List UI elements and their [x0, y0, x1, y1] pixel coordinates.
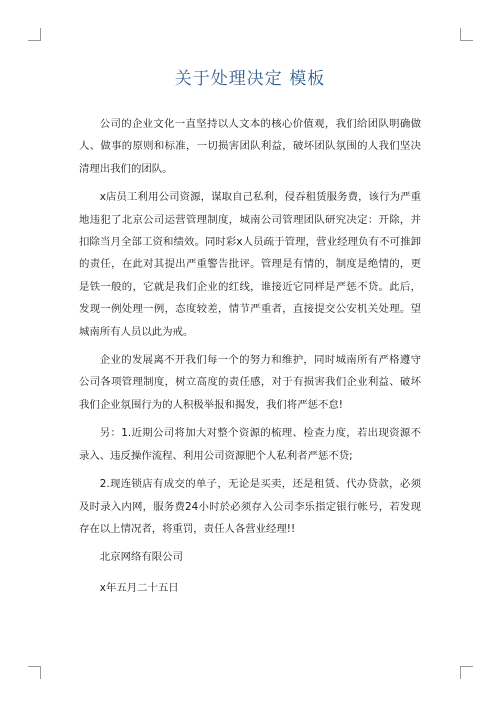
paragraph-culture: 公司的企业文化一直坚持以人文本的核心价值观，我们给团队明确做人、做事的原则和标准，一切损害团队利益，破坏团队氛围的人我们坚决清理出我们的团队。 — [79, 118, 421, 175]
paragraph-development: 企业的发展离不开我们每一个的努力和维护，同时城南所有严格遵守公司各项管理制度，树立高度的责任感，对于有损害我们企业利益、破坏我们企业氛围行为的人积极举报和揭发，我们将严惩不怠! — [79, 354, 421, 411]
signature-date: x年五月二十五日 — [99, 581, 179, 594]
document-title: 关于处理决定 模板 — [174, 69, 326, 89]
paragraph-decision: x店员工利用公司资源，谋取自己私利，侵吞租赁服务费，该行为严重地违犯了北京公司运营管理制度，城南公司管理团队研究决定：开除，并扣除当月全部工资和绩效。同时彩x人员疏于管理，营业经理负有不可推卸的责任，在此对其提出严重警告批评。管理是有情的，制度是绝情的，更是铁一般的，它就是我们企业的红线，谁接近它同样是严惩不贷。此后，发现一例处理一例，态度较差，情节严重者，直接提交公安机关处理。望城南所有人员以此为戒。 — [79, 191, 421, 338]
crop-mark-top-left — [28, 28, 41, 41]
crop-mark-top-right — [460, 28, 473, 41]
paragraph-note-1: 另：1.近期公司将加大对整个资源的梳理、检查力度，若出现资源不录入、违反操作流程、利用公司资源肥个人私利者严惩不贷; — [79, 427, 421, 462]
signature-company: 北京网络有限公司 — [99, 551, 183, 564]
crop-mark-bottom-left — [28, 666, 41, 679]
document-body — [79, 113, 421, 607]
paragraph-note-2: 2.现连锁店有成交的单子，无论是买卖，还是租赁、代办贷款，必须及时录入内网，服务费24小时於必须存入公司李乐指定银行帐号，若发现存在以上情况者，将重罚，责任人各营业经理!! — [79, 478, 421, 535]
crop-mark-bottom-right — [460, 666, 473, 679]
